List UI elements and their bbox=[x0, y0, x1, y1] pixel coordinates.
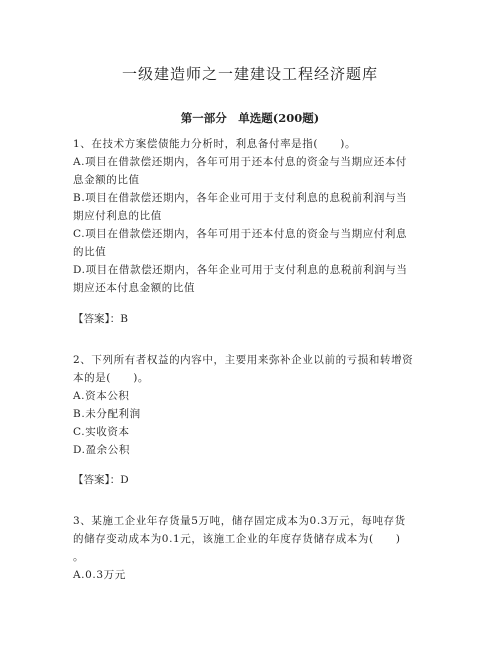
question-2-stem: 2、下列所有者权益的内容中，主要用来弥补企业以前的亏损和转增资 bbox=[73, 354, 414, 366]
question-1-answer: 【答案】：B bbox=[73, 313, 128, 325]
question-2-stem-cont: 本的是( )。 bbox=[73, 372, 149, 384]
question-1-option-a: A.项目在借款偿还期内，各年可用于还本付息的资金与当期应还本付 bbox=[73, 156, 408, 168]
question-1-option-a-cont: 息金额的比值 bbox=[73, 174, 140, 186]
question-1-option-c: C.项目在借款偿还期内，各年可用于还本付息的资金与当期应付利息 bbox=[73, 228, 408, 240]
section-heading: 第一部分 单选题(200题) bbox=[180, 111, 320, 125]
question-3-stem-cont: 的储存变动成本为0.1元，该施工企业的年度存货储存成本为( ) bbox=[73, 533, 401, 545]
question-1-stem: 1、在技术方案偿债能力分析时，利息备付率是指( )。 bbox=[73, 138, 357, 150]
question-1-option-d-cont: 期应还本付息金额的比值 bbox=[73, 282, 196, 294]
question-3-stem-cont-2: 。 bbox=[73, 551, 85, 563]
question-1-option-d: D.项目在借款偿还期内，各年企业可用于支付利息的息税前利润与当 bbox=[73, 264, 408, 276]
question-2-answer: 【答案】：D bbox=[73, 474, 129, 486]
question-1-option-c-cont: 的比值 bbox=[73, 246, 107, 258]
question-2-option-b: B.未分配利润 bbox=[73, 408, 141, 420]
question-2-option-a: A.资本公积 bbox=[73, 390, 130, 402]
question-1-option-b-cont: 期应付利息的比值 bbox=[73, 210, 162, 222]
document-title: 一级建造师之一建建设工程经济题库 bbox=[121, 65, 378, 83]
question-2-option-d: D.盈余公积 bbox=[73, 444, 130, 456]
question-3-stem: 3、某施工企业年存货量5万吨，储存固定成本为0.3万元，每吨存货 bbox=[73, 515, 406, 527]
question-1-option-b: B.项目在借款偿还期内，各年企业可用于支付利息的息税前利润与当 bbox=[73, 192, 408, 204]
question-2-option-c: C.实收资本 bbox=[73, 426, 130, 438]
question-3-option-a: A.0.3万元 bbox=[73, 569, 126, 581]
